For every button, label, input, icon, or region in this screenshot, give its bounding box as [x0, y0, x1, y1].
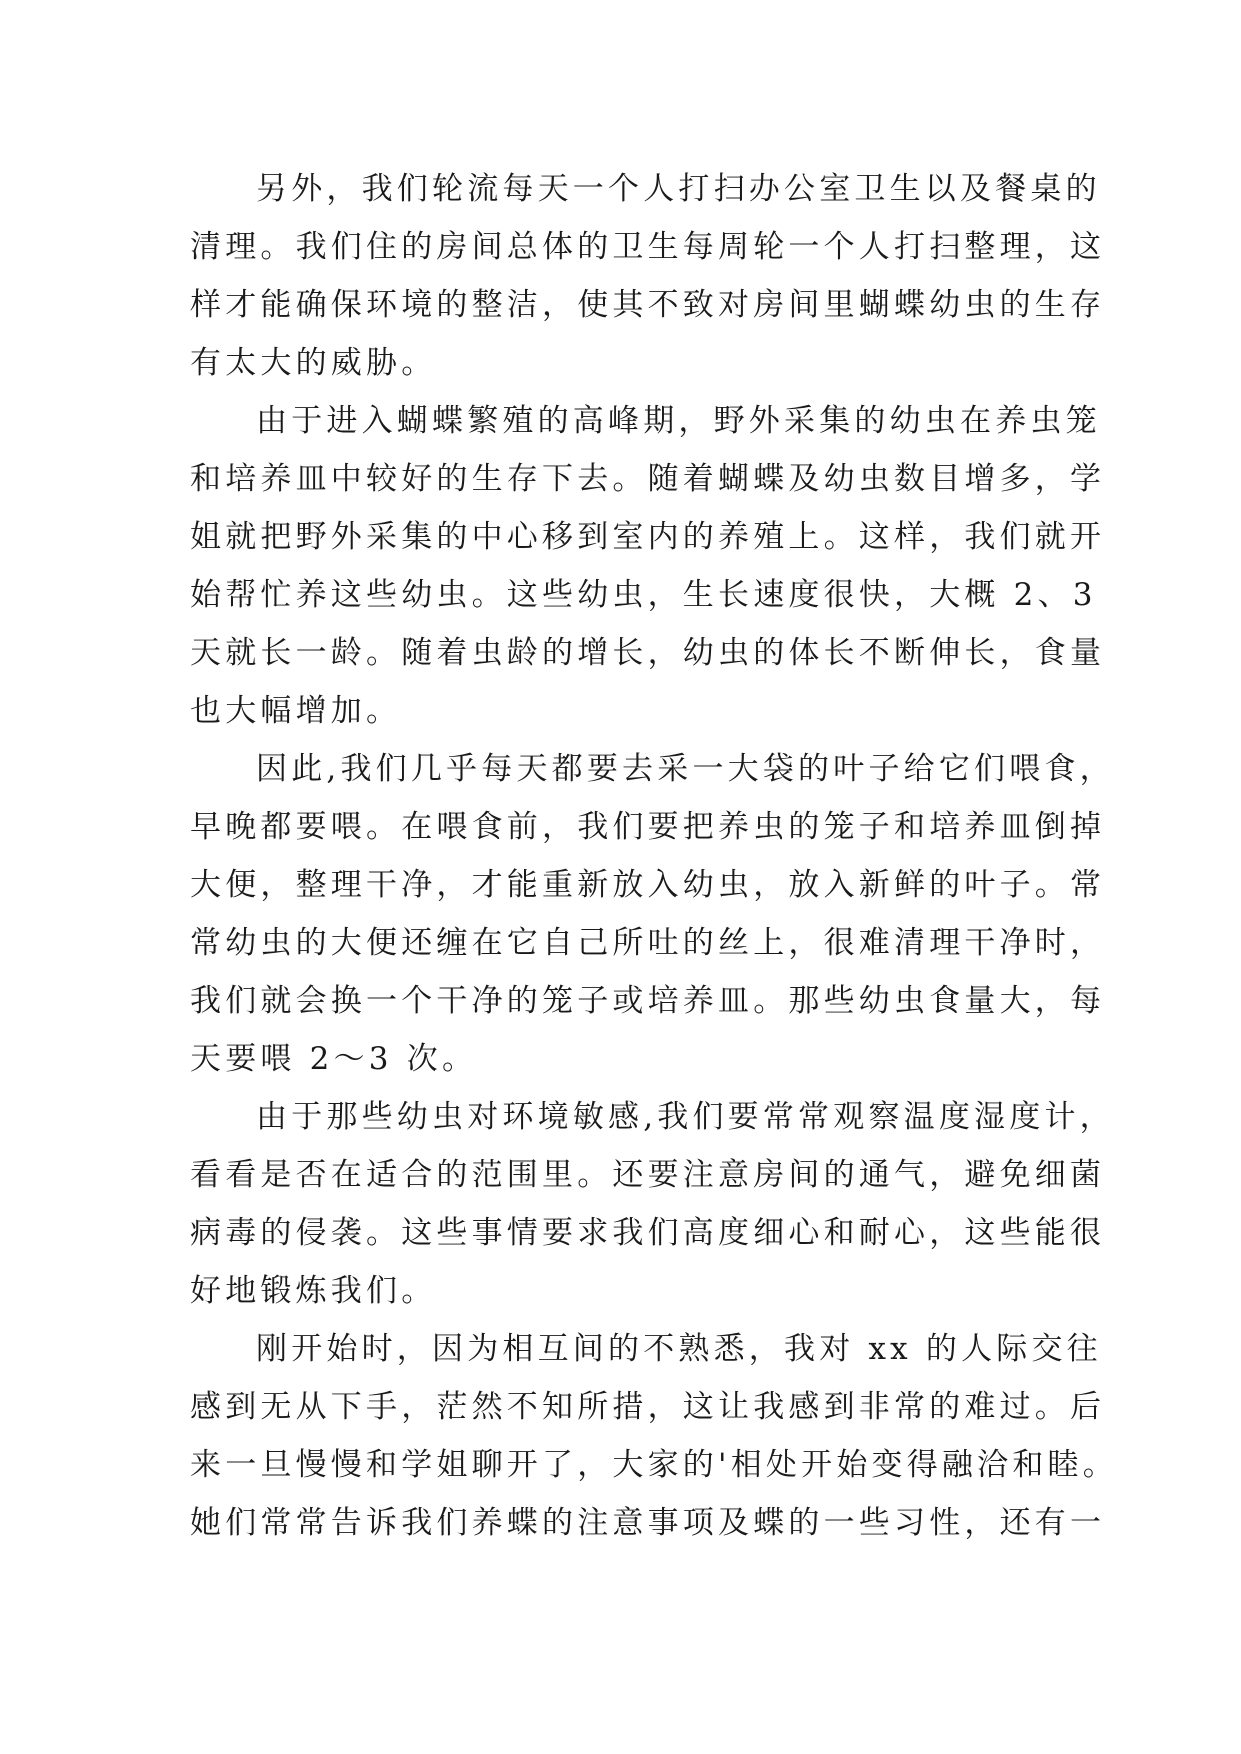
text-line: 看看是否在适合的范围里。还要注意房间的通气，避免细菌 [190, 1157, 1106, 1193]
text-line: 姐就把野外采集的中心移到室内的养殖上。这样，我们就开 [190, 519, 1106, 555]
text-line: 另外，我们轮流每天一个人打扫办公室卫生以及餐桌的 [256, 171, 1101, 207]
text-line: 由于进入蝴蝶繁殖的高峰期，野外采集的幼虫在养虫笼 [256, 403, 1101, 439]
text-line: 有太大的威胁。 [190, 345, 437, 381]
text-line: 常幼虫的大便还缠在它自己所吐的丝上，很难清理干净时， [190, 925, 1106, 961]
text-line: 感到无从下手，茫然不知所措，这让我感到非常的难过。后 [190, 1389, 1106, 1425]
text-line: 清理。我们住的房间总体的卫生每周轮一个人打扫整理，这 [190, 229, 1106, 265]
body-text [190, 160, 1118, 1552]
text-line: 大便，整理干净，才能重新放入幼虫，放入新鲜的叶子。常 [190, 867, 1106, 903]
text-line: 由于那些幼虫对环境敏感,我们要常常观察温度湿度计， [256, 1099, 1115, 1135]
text-line: 我们就会换一个干净的笼子或培养皿。那些幼虫食量大，每 [190, 983, 1106, 1019]
text-line: 好地锻炼我们。 [190, 1273, 437, 1309]
text-line: 天要喂 2～3 次。 [190, 1041, 478, 1077]
text-line: 早晚都要喂。在喂食前，我们要把养虫的笼子和培养皿倒掉 [190, 809, 1106, 845]
text-line: 刚开始时，因为相互间的不熟悉，我对 xx 的人际交往 [256, 1331, 1102, 1367]
text-line: 来一旦慢慢和学姐聊开了，大家的'相处开始变得融洽和睦。 [190, 1447, 1118, 1483]
text-line: 天就长一龄。随着虫龄的增长，幼虫的体长不断伸长，食量 [190, 635, 1106, 671]
text-line: 因此,我们几乎每天都要去采一大袋的叶子给它们喂食， [256, 751, 1115, 787]
text-line: 和培养皿中较好的生存下去。随着蝴蝶及幼虫数目增多，学 [190, 461, 1106, 497]
text-line: 也大幅增加。 [190, 693, 402, 729]
text-line: 病毒的侵袭。这些事情要求我们高度细心和耐心，这些能很 [190, 1215, 1106, 1251]
text-line: 她们常常告诉我们养蝶的注意事项及蝶的一些习性，还有一 [190, 1505, 1106, 1541]
text-line: 样才能确保环境的整洁，使其不致对房间里蝴蝶幼虫的生存 [190, 287, 1106, 323]
text-line: 始帮忙养这些幼虫。这些幼虫，生长速度很快，大概 2、3 [190, 577, 1097, 613]
